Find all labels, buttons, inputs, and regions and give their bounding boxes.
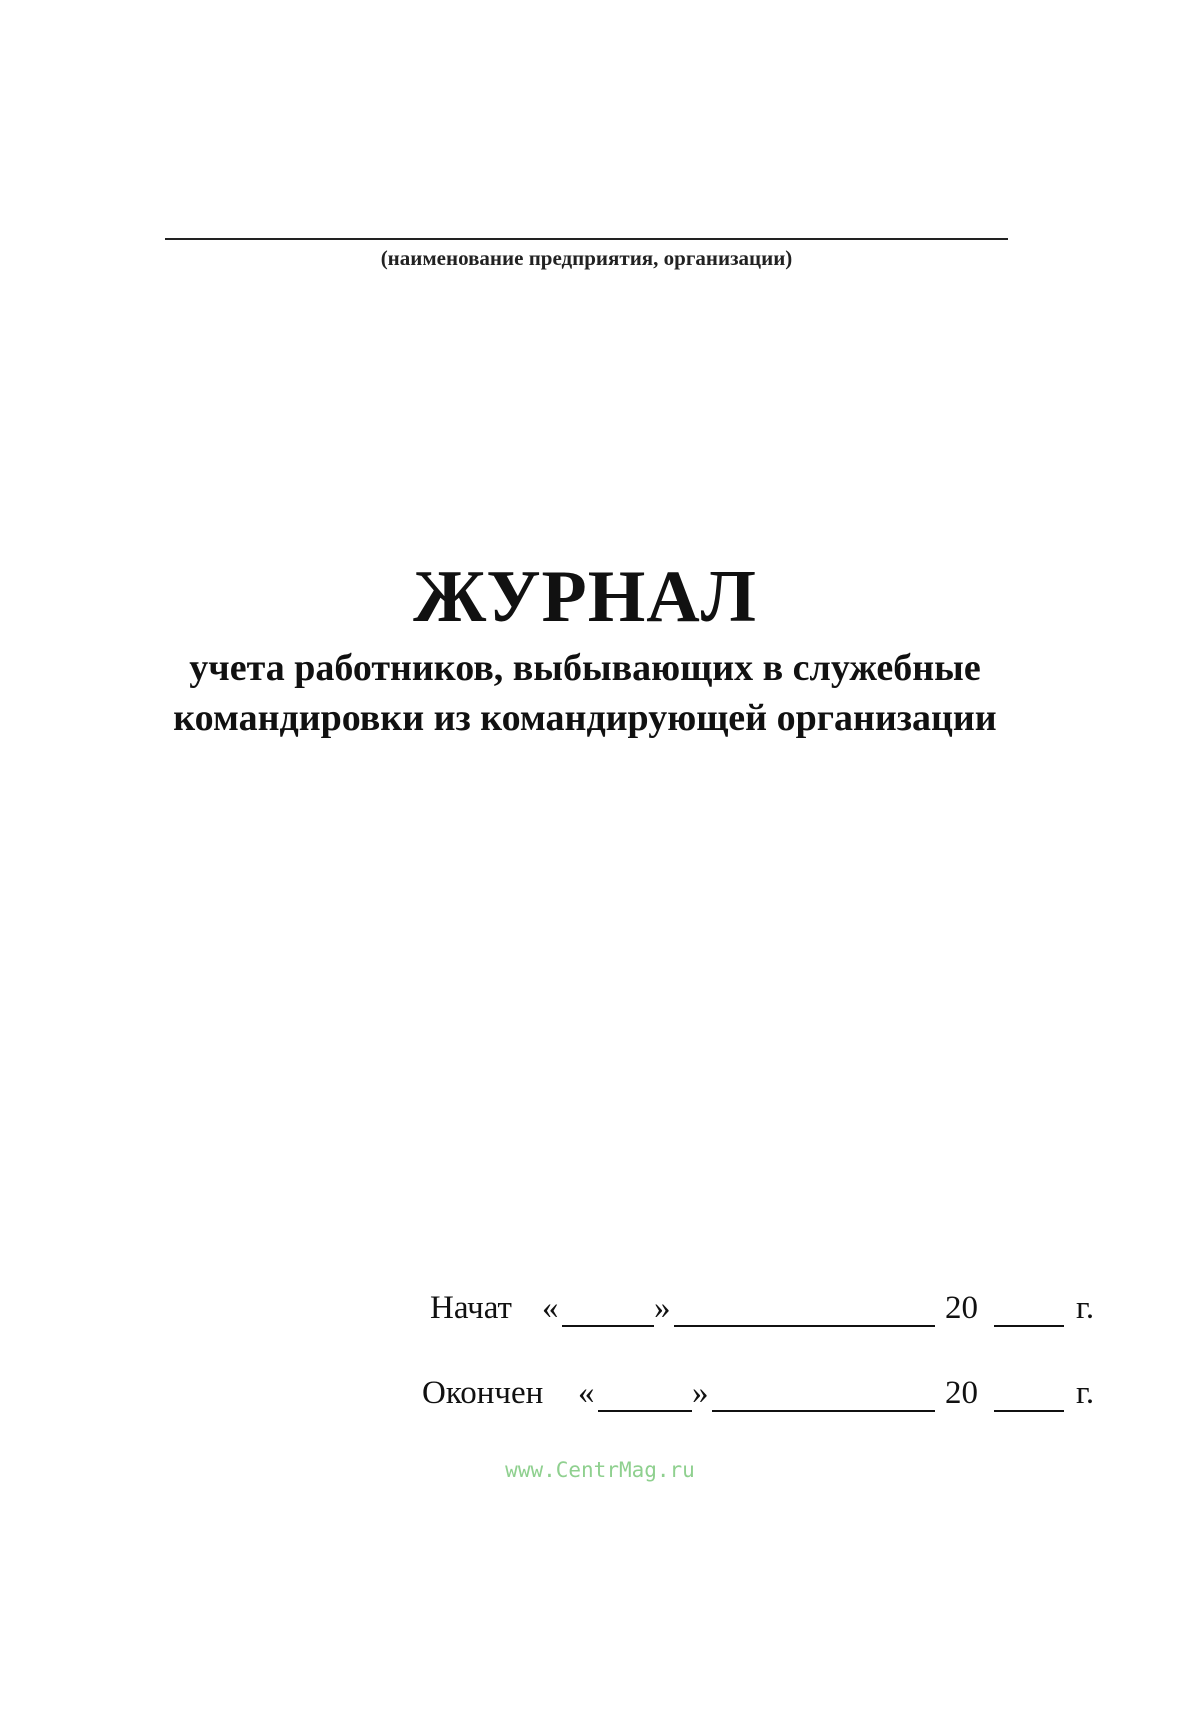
started-month-blank — [674, 1325, 935, 1327]
document-title: ЖУРНАЛ — [413, 556, 757, 638]
finished-label: Окончен — [422, 1375, 544, 1411]
finished-year-prefix: 20 — [945, 1375, 978, 1411]
started-day-blank — [562, 1325, 654, 1327]
finished-month-blank — [712, 1410, 935, 1412]
document-subtitle-line-1: учета работников, выбывающих в служебные — [189, 647, 981, 689]
finished-close-quote: » — [692, 1375, 709, 1411]
started-year-suffix: г. — [1076, 1290, 1095, 1326]
watermark: www.CentrMag.ru — [505, 1458, 695, 1482]
started-year-prefix: 20 — [945, 1290, 978, 1326]
document-subtitle-line-2: командировки из командирующей организации — [173, 697, 997, 739]
finished-day-blank — [598, 1410, 692, 1412]
organization-name-line — [165, 238, 1008, 240]
finished-open-quote: « — [578, 1375, 595, 1411]
started-year-blank — [994, 1325, 1064, 1327]
started-label: Начат — [430, 1290, 512, 1326]
started-open-quote: « — [542, 1290, 559, 1326]
started-close-quote: » — [654, 1290, 671, 1326]
finished-year-suffix: г. — [1076, 1375, 1095, 1411]
organization-caption: (наименование предприятия, организации) — [380, 246, 793, 270]
finished-year-blank — [994, 1410, 1064, 1412]
